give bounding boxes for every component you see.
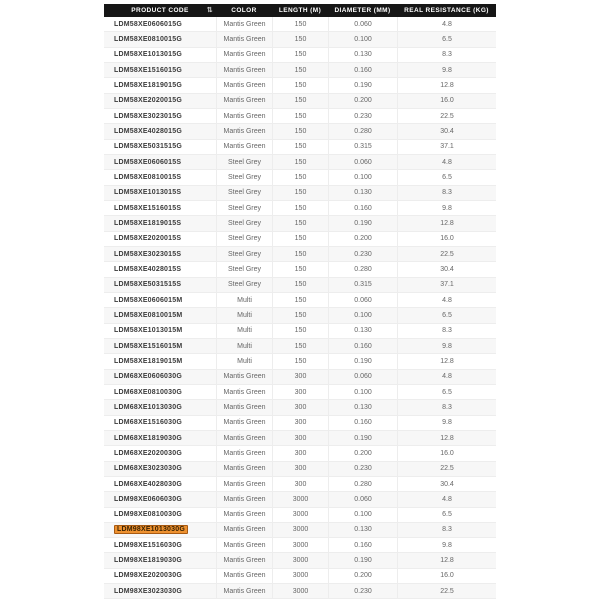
column-header-real-resistance: REAL RESISTANCE (KG) <box>404 7 489 14</box>
cell-product-code: LDM68XE0810030G <box>114 388 182 396</box>
cell-product-code: LDM68XE2020030G <box>114 449 182 457</box>
cell-product-code: LDM68XE3023030G <box>114 465 182 473</box>
cell-product-code: LDM58XE0810015S <box>114 173 182 181</box>
cell-product-code: LDM98XE1516030G <box>114 541 182 549</box>
cell-real-resistance: 30.4 <box>397 262 496 276</box>
cell-diameter: 0.190 <box>328 216 397 230</box>
cell-real-resistance: 9.8 <box>397 538 496 552</box>
table-row <box>104 293 496 308</box>
cell-real-resistance: 12.8 <box>397 78 496 92</box>
cell-product-code: LDM58XE3023015S <box>114 250 182 258</box>
table-row <box>104 170 496 185</box>
cell-product-code: LDM58XE0606015S <box>114 158 182 166</box>
cell-length: 150 <box>272 124 328 138</box>
cell-color: Mantis Green <box>216 508 272 522</box>
cell-color: Steel Grey <box>216 216 272 230</box>
cell-color: Multi <box>216 293 272 307</box>
cell-real-resistance: 4.8 <box>397 293 496 307</box>
cell-color: Mantis Green <box>216 553 272 567</box>
cell-diameter: 0.130 <box>328 186 397 200</box>
cell-product-code: LDM58XE3023015G <box>114 112 182 120</box>
table-row <box>104 140 496 155</box>
cell-diameter: 0.160 <box>328 201 397 215</box>
cell-color: Mantis Green <box>216 523 272 537</box>
cell-color: Steel Grey <box>216 201 272 215</box>
column-header-length: LENGTH (M) <box>278 7 322 14</box>
cell-length: 300 <box>272 477 328 491</box>
cell-product-code: LDM58XE5031515G <box>114 143 182 151</box>
cell-diameter: 0.060 <box>328 370 397 384</box>
cell-real-resistance: 22.5 <box>397 462 496 476</box>
cell-color: Mantis Green <box>216 584 272 598</box>
cell-color: Mantis Green <box>216 462 272 476</box>
cell-diameter: 0.060 <box>328 293 397 307</box>
cell-color: Mantis Green <box>216 78 272 92</box>
cell-length: 150 <box>272 293 328 307</box>
cell-length: 3000 <box>272 569 328 583</box>
cell-real-resistance: 9.8 <box>397 416 496 430</box>
cell-real-resistance: 12.8 <box>397 431 496 445</box>
table-row <box>104 553 496 568</box>
cell-real-resistance: 16.0 <box>397 446 496 460</box>
cell-diameter: 0.060 <box>328 17 397 31</box>
cell-real-resistance: 22.5 <box>397 584 496 598</box>
cell-color: Steel Grey <box>216 247 272 261</box>
cell-product-code: LDM58XE0810015M <box>114 311 183 319</box>
table-row <box>104 109 496 124</box>
cell-real-resistance: 4.8 <box>397 492 496 506</box>
cell-length: 300 <box>272 400 328 414</box>
column-header-color: COLOR <box>231 7 257 14</box>
cell-product-code: LDM58XE2020015S <box>114 235 182 243</box>
cell-diameter: 0.100 <box>328 385 397 399</box>
cell-color: Mantis Green <box>216 492 272 506</box>
cell-length: 150 <box>272 155 328 169</box>
cell-color: Mantis Green <box>216 569 272 583</box>
cell-diameter: 0.200 <box>328 232 397 246</box>
cell-color: Steel Grey <box>216 262 272 276</box>
table-row <box>104 216 496 231</box>
cell-diameter: 0.230 <box>328 462 397 476</box>
cell-diameter: 0.060 <box>328 492 397 506</box>
cell-length: 150 <box>272 339 328 353</box>
cell-diameter: 0.190 <box>328 78 397 92</box>
cell-real-resistance: 37.1 <box>397 140 496 154</box>
cell-product-code: LDM58XE2020015G <box>114 97 182 105</box>
cell-real-resistance: 6.5 <box>397 508 496 522</box>
cell-real-resistance: 22.5 <box>397 247 496 261</box>
cell-color: Mantis Green <box>216 400 272 414</box>
cell-diameter: 0.230 <box>328 584 397 598</box>
cell-product-code: LDM68XE1013030G <box>114 403 182 411</box>
cell-real-resistance: 9.8 <box>397 201 496 215</box>
cell-color: Mantis Green <box>216 140 272 154</box>
cell-length: 150 <box>272 201 328 215</box>
cell-color: Mantis Green <box>216 17 272 31</box>
cell-color: Mantis Green <box>216 63 272 77</box>
cell-diameter: 0.160 <box>328 416 397 430</box>
cell-diameter: 0.200 <box>328 446 397 460</box>
table-row <box>104 78 496 93</box>
cell-product-code: LDM58XE1516015G <box>114 66 182 74</box>
cell-product-code: LDM68XE1516030G <box>114 419 182 427</box>
cell-color: Mantis Green <box>216 385 272 399</box>
cell-length: 3000 <box>272 584 328 598</box>
cell-product-code: LDM68XE1819030G <box>114 434 182 442</box>
table-row <box>104 431 496 446</box>
cell-product-code: LDM68XE4028030G <box>114 480 182 488</box>
column-header-label: PRODUCT CODE <box>131 7 189 14</box>
cell-real-resistance: 8.3 <box>397 48 496 62</box>
cell-diameter: 0.130 <box>328 48 397 62</box>
table-row <box>104 508 496 523</box>
cell-length: 150 <box>272 308 328 322</box>
cell-color: Mantis Green <box>216 431 272 445</box>
table-row <box>104 354 496 369</box>
cell-color: Mantis Green <box>216 94 272 108</box>
cell-real-resistance: 12.8 <box>397 553 496 567</box>
cell-length: 150 <box>272 170 328 184</box>
cell-diameter: 0.280 <box>328 477 397 491</box>
cell-product-code: LDM58XE4028015G <box>114 127 182 135</box>
cell-color: Mantis Green <box>216 32 272 46</box>
cell-length: 3000 <box>272 538 328 552</box>
column-header-product-code[interactable] <box>104 4 216 17</box>
cell-diameter: 0.100 <box>328 170 397 184</box>
table-row <box>104 339 496 354</box>
cell-diameter: 0.160 <box>328 538 397 552</box>
cell-real-resistance: 4.8 <box>397 17 496 31</box>
table-row <box>104 400 496 415</box>
cell-diameter: 0.200 <box>328 569 397 583</box>
table-row <box>104 63 496 78</box>
cell-product-code: LDM58XE1013015M <box>114 327 183 335</box>
cell-real-resistance: 9.8 <box>397 339 496 353</box>
table-row <box>104 48 496 63</box>
cell-length: 150 <box>272 186 328 200</box>
cell-length: 150 <box>272 354 328 368</box>
cell-length: 150 <box>272 324 328 338</box>
cell-product-code: LDM58XE1819015G <box>114 81 182 89</box>
cell-product-code: LDM58XE1013015G <box>114 51 182 59</box>
cell-product-code: LDM58XE0606015M <box>114 296 183 304</box>
table-row <box>104 124 496 139</box>
cell-color: Steel Grey <box>216 232 272 246</box>
highlighted-product-code: LDM98XE1013030G <box>114 525 188 534</box>
cell-product-code: LDM58XE1819015M <box>114 357 183 365</box>
cell-product-code: LDM98XE0606030G <box>114 495 182 503</box>
table-row <box>104 232 496 247</box>
cell-length: 300 <box>272 416 328 430</box>
cell-product-code: LDM58XE5031515S <box>114 281 182 289</box>
table-row <box>104 17 496 32</box>
cell-length: 150 <box>272 78 328 92</box>
cell-color: Steel Grey <box>216 186 272 200</box>
cell-product-code: LDM58XE0606015G <box>114 20 182 28</box>
cell-length: 300 <box>272 462 328 476</box>
cell-length: 3000 <box>272 523 328 537</box>
cell-real-resistance: 30.4 <box>397 124 496 138</box>
cell-color: Mantis Green <box>216 446 272 460</box>
cell-color: Multi <box>216 354 272 368</box>
cell-diameter: 0.280 <box>328 124 397 138</box>
cell-color: Steel Grey <box>216 278 272 292</box>
cell-product-code: LDM68XE0606030G <box>114 373 182 381</box>
table-row <box>104 186 496 201</box>
cell-real-resistance: 8.3 <box>397 400 496 414</box>
cell-real-resistance: 37.1 <box>397 278 496 292</box>
table-row <box>104 385 496 400</box>
cell-length: 150 <box>272 63 328 77</box>
cell-real-resistance: 6.5 <box>397 170 496 184</box>
cell-length: 150 <box>272 278 328 292</box>
cell-color: Multi <box>216 308 272 322</box>
cell-color: Mantis Green <box>216 109 272 123</box>
product-spec-table <box>104 4 496 600</box>
cell-length: 150 <box>272 17 328 31</box>
cell-diameter: 0.160 <box>328 339 397 353</box>
cell-product-code <box>104 523 216 537</box>
cell-real-resistance: 9.8 <box>397 63 496 77</box>
cell-length: 150 <box>272 109 328 123</box>
cell-diameter: 0.230 <box>328 247 397 261</box>
cell-color: Multi <box>216 339 272 353</box>
cell-length: 150 <box>272 247 328 261</box>
cell-length: 300 <box>272 431 328 445</box>
table-row <box>104 278 496 293</box>
table-row <box>104 462 496 477</box>
cell-product-code: LDM58XE1013015S <box>114 189 182 197</box>
table-body <box>104 17 496 599</box>
cell-real-resistance: 8.3 <box>397 324 496 338</box>
table-row <box>104 584 496 599</box>
cell-product-code: LDM98XE3023030G <box>114 587 182 595</box>
cell-color: Mantis Green <box>216 124 272 138</box>
column-header-diameter: DIAMETER (MM) <box>334 7 391 14</box>
cell-product-code: LDM58XE1516015M <box>114 342 183 350</box>
cell-product-code: LDM58XE1516015S <box>114 204 182 212</box>
table-row <box>104 569 496 584</box>
cell-real-resistance: 8.3 <box>397 523 496 537</box>
cell-product-code: LDM98XE2020030G <box>114 572 182 580</box>
cell-diameter: 0.130 <box>328 324 397 338</box>
table-row <box>104 370 496 385</box>
cell-color: Multi <box>216 324 272 338</box>
cell-real-resistance: 22.5 <box>397 109 496 123</box>
cell-diameter: 0.160 <box>328 63 397 77</box>
cell-length: 150 <box>272 232 328 246</box>
cell-length: 3000 <box>272 553 328 567</box>
cell-real-resistance: 4.8 <box>397 370 496 384</box>
table-row <box>104 32 496 47</box>
table-row <box>104 446 496 461</box>
cell-color: Mantis Green <box>216 538 272 552</box>
cell-length: 300 <box>272 446 328 460</box>
cell-real-resistance: 8.3 <box>397 186 496 200</box>
cell-color: Mantis Green <box>216 416 272 430</box>
table-row <box>104 94 496 109</box>
cell-color: Mantis Green <box>216 48 272 62</box>
cell-color: Steel Grey <box>216 170 272 184</box>
table-row <box>104 247 496 262</box>
cell-diameter: 0.230 <box>328 109 397 123</box>
cell-length: 150 <box>272 94 328 108</box>
table-row <box>104 308 496 323</box>
table-row <box>104 262 496 277</box>
cell-length: 150 <box>272 140 328 154</box>
table-row <box>104 324 496 339</box>
sort-icon[interactable]: ⇅ <box>206 7 213 14</box>
table-row <box>104 155 496 170</box>
table-row <box>104 538 496 553</box>
table-row <box>104 477 496 492</box>
cell-length: 3000 <box>272 508 328 522</box>
cell-diameter: 0.130 <box>328 523 397 537</box>
table-row <box>104 523 496 538</box>
cell-color: Mantis Green <box>216 477 272 491</box>
cell-product-code: LDM58XE1819015S <box>114 219 182 227</box>
cell-product-code: LDM58XE0810015G <box>114 35 182 43</box>
cell-real-resistance: 12.8 <box>397 216 496 230</box>
cell-length: 150 <box>272 48 328 62</box>
cell-product-code: LDM98XE1819030G <box>114 557 182 565</box>
cell-real-resistance: 16.0 <box>397 232 496 246</box>
cell-product-code: LDM98XE0810030G <box>114 511 182 519</box>
cell-real-resistance: 16.0 <box>397 94 496 108</box>
cell-color: Steel Grey <box>216 155 272 169</box>
cell-diameter: 0.100 <box>328 508 397 522</box>
cell-diameter: 0.315 <box>328 278 397 292</box>
cell-diameter: 0.060 <box>328 155 397 169</box>
cell-length: 300 <box>272 370 328 384</box>
cell-real-resistance: 4.8 <box>397 155 496 169</box>
cell-length: 150 <box>272 32 328 46</box>
cell-real-resistance: 6.5 <box>397 308 496 322</box>
table-row <box>104 492 496 507</box>
table-row <box>104 416 496 431</box>
cell-diameter: 0.315 <box>328 140 397 154</box>
cell-product-code: LDM58XE4028015S <box>114 265 182 273</box>
cell-diameter: 0.130 <box>328 400 397 414</box>
cell-real-resistance: 6.5 <box>397 385 496 399</box>
cell-diameter: 0.190 <box>328 553 397 567</box>
cell-length: 300 <box>272 385 328 399</box>
cell-diameter: 0.200 <box>328 94 397 108</box>
cell-diameter: 0.190 <box>328 354 397 368</box>
cell-length: 3000 <box>272 492 328 506</box>
table-row <box>104 201 496 216</box>
cell-diameter: 0.100 <box>328 308 397 322</box>
cell-real-resistance: 30.4 <box>397 477 496 491</box>
cell-length: 150 <box>272 216 328 230</box>
cell-length: 150 <box>272 262 328 276</box>
cell-real-resistance: 12.8 <box>397 354 496 368</box>
cell-diameter: 0.280 <box>328 262 397 276</box>
cell-real-resistance: 6.5 <box>397 32 496 46</box>
cell-real-resistance: 16.0 <box>397 569 496 583</box>
table-header-row <box>104 4 496 17</box>
cell-diameter: 0.100 <box>328 32 397 46</box>
cell-color: Mantis Green <box>216 370 272 384</box>
cell-diameter: 0.190 <box>328 431 397 445</box>
